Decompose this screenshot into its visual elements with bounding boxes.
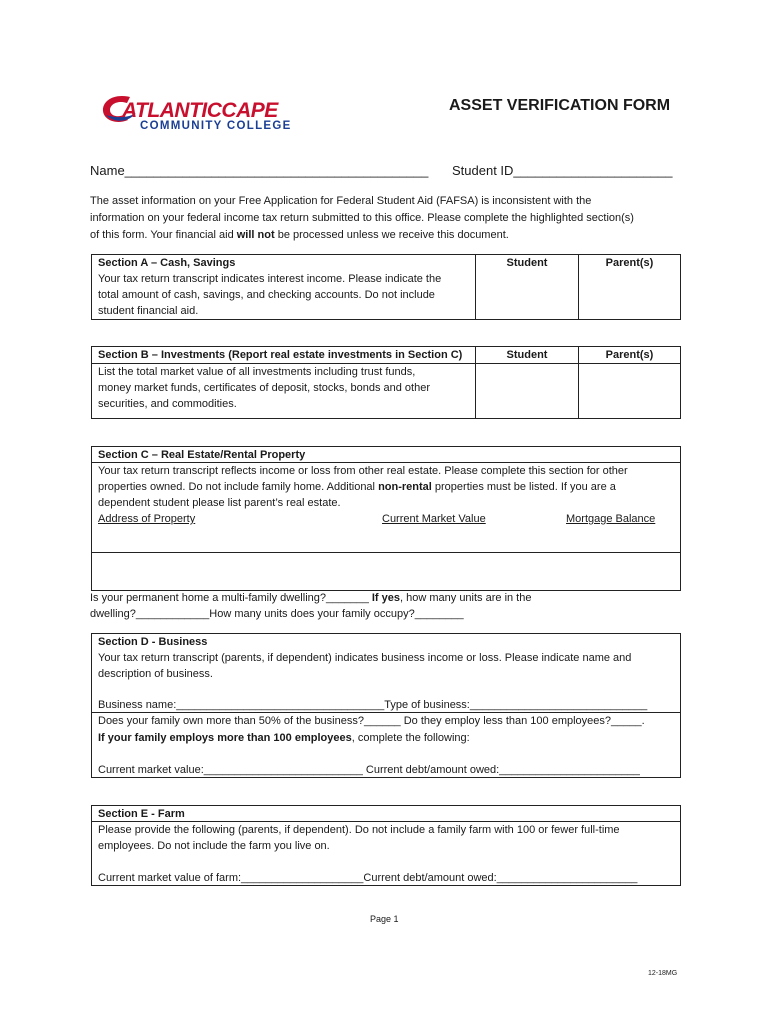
section-b-text-3: securities, and commodities. xyxy=(98,398,237,410)
section-e-header: Section E - Farm xyxy=(98,808,185,820)
business-employ-instruction: If your family employs more than 100 employees, complete the following: xyxy=(98,732,470,744)
section-c-header: Section C – Real Estate/Rental Property xyxy=(98,449,306,461)
intro-line-1: The asset information on your Free Application for Federal Student Aid (FAFSA) is inconsistent with the xyxy=(90,195,592,207)
page-number: Page 1 xyxy=(370,914,399,924)
section-b-table xyxy=(91,346,681,419)
section-a-parent-label: Parent(s) xyxy=(605,257,654,269)
intro-line-3: of this form. Your financial aid will not be processed unless we receive this document. xyxy=(90,229,509,241)
section-a-text-1: Your tax return transcript indicates interest income. Please indicate the xyxy=(98,273,442,285)
section-b-student-input[interactable] xyxy=(476,364,579,419)
section-e-text-2: employees. Do not include the farm you live on. xyxy=(98,840,330,852)
market-value-column-label: Current Market Value xyxy=(382,513,486,525)
business-ownership-question[interactable]: Does your family own more than 50% of the business?______ Do they employ less than 100 employees?_____. xyxy=(98,715,645,727)
property-row-1[interactable] xyxy=(92,527,680,551)
business-value-field[interactable]: Current market value:__________________________ Current debt/amount owed:_______________________ xyxy=(98,764,640,776)
section-b-parent-input[interactable] xyxy=(579,364,681,419)
section-a-text-2: total amount of cash, savings, and checking accounts. Do not include xyxy=(98,289,435,301)
college-logo xyxy=(100,93,305,135)
form-title: ASSET VERIFICATION FORM xyxy=(449,97,671,114)
section-c-text-1: Your tax return transcript reflects income or loss from other real estate. Please complete this section for other xyxy=(98,465,628,477)
section-b-description xyxy=(92,364,476,419)
section-a-table xyxy=(91,254,681,320)
business-name-type-field[interactable]: Business name:__________________________________Type of business:_____________________________ xyxy=(98,699,648,711)
section-b-text-2: money market funds, certificates of deposit, stocks, bonds and other xyxy=(98,382,431,394)
dwelling-emphasis: If yes xyxy=(371,592,401,604)
section-c-text-3: dependent student please list parent’s real estate. xyxy=(98,497,341,509)
section-a-student-label: Student xyxy=(506,257,548,269)
form-code: 12-18MG xyxy=(648,970,678,977)
section-a-student-cell[interactable] xyxy=(476,255,579,320)
section-e-text-1: Please provide the following (parents, if dependent). Do not include a family farm with 100 or fewer full-time xyxy=(98,824,620,836)
section-c-text-2: properties owned. Do not include family home. Additional non-rental properties must be listed. If you are a xyxy=(98,481,616,493)
section-b-parent-label: Parent(s) xyxy=(579,347,681,364)
section-b-header: Section B – Investments (Report real estate investments in Section C) xyxy=(92,347,476,364)
section-a-text-3: student financial aid. xyxy=(98,305,199,317)
name-field[interactable]: Name__________________________________________ xyxy=(90,163,429,178)
section-d-text-1: Your tax return transcript (parents, if dependent) indicates business income or loss. Please indicate name and xyxy=(98,652,632,664)
section-b-text-1: List the total market value of all investments including trust funds, xyxy=(98,366,416,378)
section-a-parent-cell[interactable] xyxy=(579,255,681,320)
section-c-emphasis: non-rental xyxy=(378,481,432,493)
logo-line-2: COMMUNITY COLLEGE xyxy=(140,120,292,132)
intro-emphasis: will not xyxy=(236,229,275,241)
dwelling-question-1[interactable]: Is your permanent home a multi-family dwelling?_______ If yes, how many units are in the xyxy=(90,592,532,604)
intro-line-2: information on your federal income tax return submitted to this office. Please complete the highlighted section(s) xyxy=(90,212,634,224)
section-b-student-label: Student xyxy=(476,347,579,364)
mortgage-column-label: Mortgage Balance xyxy=(566,513,656,525)
logo-line-1: ATLANTICCAPE xyxy=(122,99,278,122)
student-id-field[interactable]: Student ID______________________ xyxy=(452,163,673,178)
dwelling-question-2[interactable]: dwelling?____________How many units does your family occupy?________ xyxy=(90,608,464,620)
section-d-header: Section D - Business xyxy=(98,636,208,648)
section-a-header: Section A – Cash, Savings xyxy=(98,257,236,269)
address-column-label: Address of Property xyxy=(98,513,196,525)
property-row-2[interactable] xyxy=(92,553,680,590)
section-d-text-2: description of business. xyxy=(98,668,213,680)
farm-value-field[interactable]: Current market value of farm:____________________Current debt/amount owed:_______________________ xyxy=(98,872,638,884)
section-a-description xyxy=(92,255,476,320)
